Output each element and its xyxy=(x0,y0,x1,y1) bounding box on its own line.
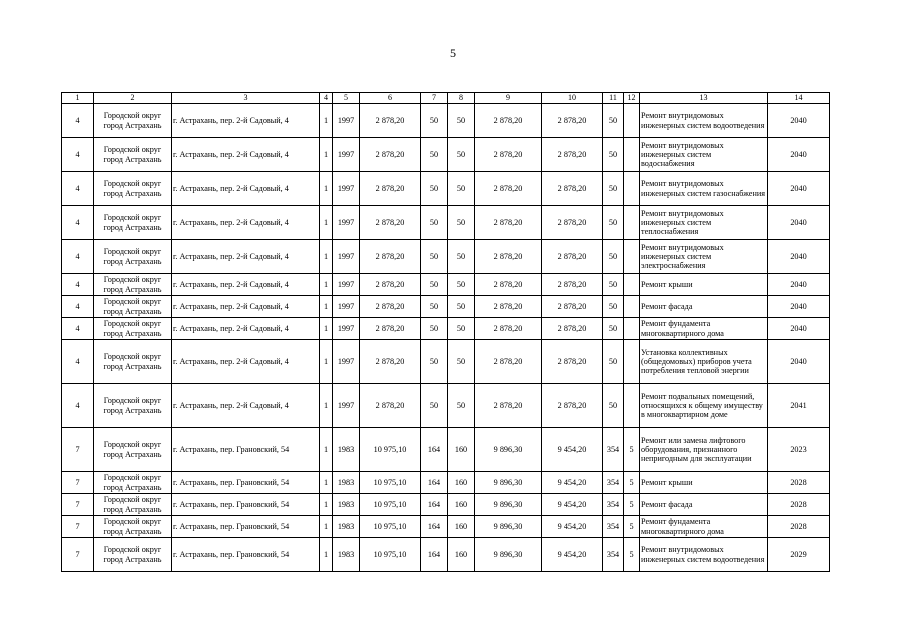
cell-planned-year: 2028 xyxy=(768,494,830,516)
cell-seq-number: 7 xyxy=(62,472,94,494)
cell-municipality: Городской округ город Астрахань xyxy=(94,274,172,296)
cell-col-12: 5 xyxy=(624,538,640,572)
cell-planned-year: 2040 xyxy=(768,172,830,206)
cell-municipality: Городской округ город Астрахань xyxy=(94,494,172,516)
header-cell-10: 10 xyxy=(542,93,603,104)
table-body xyxy=(62,104,830,572)
cell-col-4: 1 xyxy=(320,206,333,240)
cell-col-4: 1 xyxy=(320,172,333,206)
cell-seq-number: 7 xyxy=(62,428,94,472)
cell-municipality: Городской округ город Астрахань xyxy=(94,516,172,538)
cell-planned-year: 2040 xyxy=(768,104,830,138)
cell-year: 1983 xyxy=(333,428,360,472)
header-row xyxy=(62,93,830,104)
cell-municipality: Городской округ город Астрахань xyxy=(94,538,172,572)
cell-col-10: 2 878,20 xyxy=(542,172,603,206)
cell-year: 1997 xyxy=(333,318,360,340)
cell-col-11: 354 xyxy=(603,516,624,538)
cell-work-type: Ремонт внутридомовых инженерных систем водоотведения xyxy=(640,538,768,572)
cell-year: 1997 xyxy=(333,274,360,296)
cell-col-12 xyxy=(624,104,640,138)
table-row xyxy=(62,138,830,172)
cell-planned-year: 2023 xyxy=(768,428,830,472)
cell-col-6: 2 878,20 xyxy=(360,296,421,318)
cell-col-8: 50 xyxy=(448,206,475,240)
cell-col-7: 50 xyxy=(421,384,448,428)
cell-col-6: 2 878,20 xyxy=(360,384,421,428)
cell-municipality: Городской округ город Астрахань xyxy=(94,428,172,472)
cell-planned-year: 2040 xyxy=(768,296,830,318)
cell-col-4: 1 xyxy=(320,318,333,340)
table-row xyxy=(62,206,830,240)
cell-col-12 xyxy=(624,240,640,274)
cell-col-12: 5 xyxy=(624,516,640,538)
cell-planned-year: 2040 xyxy=(768,138,830,172)
cell-planned-year: 2040 xyxy=(768,318,830,340)
cell-work-type: Ремонт подвальных помещений, относящихся к общему имуществу в многоквартирном доме xyxy=(640,384,768,428)
cell-col-8: 160 xyxy=(448,516,475,538)
cell-col-4: 1 xyxy=(320,384,333,428)
cell-col-12 xyxy=(624,296,640,318)
cell-col-10: 9 454,20 xyxy=(542,472,603,494)
cell-year: 1983 xyxy=(333,494,360,516)
cell-planned-year: 2040 xyxy=(768,340,830,384)
cell-address: г. Астрахань, пер. 2-й Садовый, 4 xyxy=(172,274,320,296)
cell-work-type: Ремонт крыши xyxy=(640,472,768,494)
table-row xyxy=(62,538,830,572)
cell-work-type: Ремонт фасада xyxy=(640,296,768,318)
cell-year: 1997 xyxy=(333,172,360,206)
table-row xyxy=(62,516,830,538)
cell-col-7: 164 xyxy=(421,428,448,472)
cell-col-11: 50 xyxy=(603,206,624,240)
cell-work-type: Ремонт фундамента многоквартирного дома xyxy=(640,318,768,340)
cell-planned-year: 2041 xyxy=(768,384,830,428)
cell-seq-number: 4 xyxy=(62,240,94,274)
table-row xyxy=(62,472,830,494)
cell-col-11: 354 xyxy=(603,472,624,494)
header-cell-14: 14 xyxy=(768,93,830,104)
cell-col-9: 2 878,20 xyxy=(475,296,542,318)
cell-address: г. Астрахань, пер. 2-й Садовый, 4 xyxy=(172,206,320,240)
cell-col-6: 2 878,20 xyxy=(360,138,421,172)
cell-col-10: 9 454,20 xyxy=(542,428,603,472)
cell-col-4: 1 xyxy=(320,538,333,572)
cell-work-type: Ремонт внутридомовых инженерных систем газоснабжения xyxy=(640,172,768,206)
page-number: 5 xyxy=(450,46,456,60)
header-cell-12: 12 xyxy=(624,93,640,104)
cell-municipality: Городской округ город Астрахань xyxy=(94,138,172,172)
cell-col-10: 2 878,20 xyxy=(542,206,603,240)
cell-municipality: Городской округ город Астрахань xyxy=(94,172,172,206)
cell-work-type: Установка коллективных (общедомовых) приборов учета потребления тепловой энергии xyxy=(640,340,768,384)
cell-col-10: 2 878,20 xyxy=(542,240,603,274)
cell-col-8: 50 xyxy=(448,172,475,206)
cell-col-9: 9 896,30 xyxy=(475,428,542,472)
header-cell-3: 3 xyxy=(172,93,320,104)
cell-seq-number: 7 xyxy=(62,516,94,538)
cell-col-7: 50 xyxy=(421,138,448,172)
cell-seq-number: 4 xyxy=(62,138,94,172)
cell-col-12 xyxy=(624,138,640,172)
cell-col-10: 2 878,20 xyxy=(542,104,603,138)
cell-planned-year: 2028 xyxy=(768,516,830,538)
cell-address: г. Астрахань, пер. 2-й Садовый, 4 xyxy=(172,138,320,172)
cell-col-7: 50 xyxy=(421,172,448,206)
cell-col-9: 2 878,20 xyxy=(475,138,542,172)
cell-work-type: Ремонт фасада xyxy=(640,494,768,516)
cell-col-8: 160 xyxy=(448,472,475,494)
cell-work-type: Ремонт внутридомовых инженерных систем электроснабжения xyxy=(640,240,768,274)
header-cell-9: 9 xyxy=(475,93,542,104)
cell-col-8: 50 xyxy=(448,318,475,340)
cell-col-6: 2 878,20 xyxy=(360,340,421,384)
cell-col-9: 2 878,20 xyxy=(475,384,542,428)
cell-col-8: 160 xyxy=(448,428,475,472)
cell-municipality: Городской округ город Астрахань xyxy=(94,472,172,494)
header-cell-8: 8 xyxy=(448,93,475,104)
cell-address: г. Астрахань, пер. Грановский, 54 xyxy=(172,494,320,516)
cell-municipality: Городской округ город Астрахань xyxy=(94,318,172,340)
header-cell-4: 4 xyxy=(320,93,333,104)
cell-col-4: 1 xyxy=(320,274,333,296)
cell-address: г. Астрахань, пер. 2-й Садовый, 4 xyxy=(172,340,320,384)
cell-col-10: 2 878,20 xyxy=(542,340,603,384)
table-row xyxy=(62,296,830,318)
cell-col-4: 1 xyxy=(320,494,333,516)
cell-address: г. Астрахань, пер. Грановский, 54 xyxy=(172,428,320,472)
cell-seq-number: 4 xyxy=(62,206,94,240)
cell-col-11: 354 xyxy=(603,428,624,472)
cell-year: 1997 xyxy=(333,206,360,240)
cell-col-11: 50 xyxy=(603,172,624,206)
cell-col-4: 1 xyxy=(320,104,333,138)
cell-col-10: 2 878,20 xyxy=(542,384,603,428)
cell-col-11: 50 xyxy=(603,138,624,172)
cell-col-9: 2 878,20 xyxy=(475,240,542,274)
cell-seq-number: 4 xyxy=(62,318,94,340)
cell-col-4: 1 xyxy=(320,296,333,318)
header-cell-7: 7 xyxy=(421,93,448,104)
cell-year: 1983 xyxy=(333,516,360,538)
cell-address: г. Астрахань, пер. 2-й Садовый, 4 xyxy=(172,104,320,138)
cell-planned-year: 2040 xyxy=(768,274,830,296)
cell-col-7: 50 xyxy=(421,240,448,274)
cell-work-type: Ремонт крыши xyxy=(640,274,768,296)
cell-col-8: 160 xyxy=(448,494,475,516)
cell-col-9: 2 878,20 xyxy=(475,340,542,384)
table-row xyxy=(62,494,830,516)
cell-address: г. Астрахань, пер. 2-й Садовый, 4 xyxy=(172,296,320,318)
cell-work-type: Ремонт или замена лифтового оборудования, признанного непригодным для эксплуатации xyxy=(640,428,768,472)
cell-seq-number: 4 xyxy=(62,296,94,318)
cell-work-type: Ремонт внутридомовых инженерных систем водоотведения xyxy=(640,104,768,138)
cell-col-9: 2 878,20 xyxy=(475,104,542,138)
table-row xyxy=(62,104,830,138)
cell-address: г. Астрахань, пер. Грановский, 54 xyxy=(172,516,320,538)
cell-col-8: 50 xyxy=(448,240,475,274)
cell-col-7: 164 xyxy=(421,538,448,572)
cell-col-11: 50 xyxy=(603,240,624,274)
cell-col-7: 50 xyxy=(421,206,448,240)
cell-col-12 xyxy=(624,384,640,428)
cell-planned-year: 2028 xyxy=(768,472,830,494)
repair-schedule-table xyxy=(61,92,830,572)
cell-work-type: Ремонт фундамента многоквартирного дома xyxy=(640,516,768,538)
cell-col-9: 2 878,20 xyxy=(475,172,542,206)
cell-col-8: 50 xyxy=(448,340,475,384)
cell-col-6: 10 975,10 xyxy=(360,538,421,572)
table-header xyxy=(62,93,830,104)
cell-col-9: 2 878,20 xyxy=(475,318,542,340)
cell-col-11: 50 xyxy=(603,384,624,428)
cell-municipality: Городской округ город Астрахань xyxy=(94,240,172,274)
cell-municipality: Городской округ город Астрахань xyxy=(94,104,172,138)
cell-col-4: 1 xyxy=(320,516,333,538)
cell-col-12 xyxy=(624,318,640,340)
cell-planned-year: 2040 xyxy=(768,206,830,240)
cell-col-4: 1 xyxy=(320,240,333,274)
table-row xyxy=(62,340,830,384)
cell-municipality: Городской округ город Астрахань xyxy=(94,340,172,384)
cell-col-8: 50 xyxy=(448,274,475,296)
cell-seq-number: 4 xyxy=(62,274,94,296)
cell-col-11: 50 xyxy=(603,274,624,296)
cell-col-10: 2 878,20 xyxy=(542,296,603,318)
table-row xyxy=(62,172,830,206)
cell-seq-number: 4 xyxy=(62,172,94,206)
table-row xyxy=(62,240,830,274)
cell-year: 1997 xyxy=(333,138,360,172)
cell-col-12: 5 xyxy=(624,472,640,494)
cell-col-9: 9 896,30 xyxy=(475,538,542,572)
cell-col-7: 50 xyxy=(421,274,448,296)
header-cell-6: 6 xyxy=(360,93,421,104)
cell-col-4: 1 xyxy=(320,428,333,472)
cell-address: г. Астрахань, пер. Грановский, 54 xyxy=(172,472,320,494)
cell-year: 1997 xyxy=(333,104,360,138)
cell-col-6: 2 878,20 xyxy=(360,274,421,296)
cell-year: 1997 xyxy=(333,240,360,274)
cell-col-4: 1 xyxy=(320,138,333,172)
cell-address: г. Астрахань, пер. Грановский, 54 xyxy=(172,538,320,572)
cell-col-6: 2 878,20 xyxy=(360,172,421,206)
cell-col-7: 164 xyxy=(421,516,448,538)
cell-year: 1997 xyxy=(333,384,360,428)
cell-col-8: 160 xyxy=(448,538,475,572)
cell-col-7: 50 xyxy=(421,340,448,384)
cell-year: 1997 xyxy=(333,296,360,318)
cell-col-7: 50 xyxy=(421,104,448,138)
cell-planned-year: 2040 xyxy=(768,240,830,274)
cell-col-8: 50 xyxy=(448,384,475,428)
header-cell-2: 2 xyxy=(94,93,172,104)
cell-col-9: 2 878,20 xyxy=(475,274,542,296)
cell-col-12 xyxy=(624,172,640,206)
cell-col-11: 50 xyxy=(603,340,624,384)
cell-col-6: 2 878,20 xyxy=(360,206,421,240)
cell-year: 1983 xyxy=(333,538,360,572)
cell-col-12 xyxy=(624,274,640,296)
cell-col-10: 9 454,20 xyxy=(542,494,603,516)
table-row xyxy=(62,274,830,296)
cell-col-6: 2 878,20 xyxy=(360,104,421,138)
cell-address: г. Астрахань, пер. 2-й Садовый, 4 xyxy=(172,384,320,428)
cell-col-10: 2 878,20 xyxy=(542,274,603,296)
cell-col-10: 9 454,20 xyxy=(542,516,603,538)
cell-seq-number: 4 xyxy=(62,340,94,384)
cell-seq-number: 7 xyxy=(62,538,94,572)
cell-col-11: 50 xyxy=(603,104,624,138)
cell-col-12: 5 xyxy=(624,494,640,516)
cell-municipality: Городской округ город Астрахань xyxy=(94,206,172,240)
header-cell-11: 11 xyxy=(603,93,624,104)
cell-col-6: 10 975,10 xyxy=(360,516,421,538)
cell-col-12 xyxy=(624,206,640,240)
cell-col-12 xyxy=(624,340,640,384)
cell-col-11: 354 xyxy=(603,494,624,516)
cell-col-6: 10 975,10 xyxy=(360,494,421,516)
table-row xyxy=(62,428,830,472)
cell-col-10: 9 454,20 xyxy=(542,538,603,572)
cell-seq-number: 4 xyxy=(62,104,94,138)
cell-col-6: 10 975,10 xyxy=(360,428,421,472)
cell-col-6: 2 878,20 xyxy=(360,318,421,340)
cell-col-6: 10 975,10 xyxy=(360,472,421,494)
table-row xyxy=(62,318,830,340)
cell-col-8: 50 xyxy=(448,138,475,172)
cell-col-12: 5 xyxy=(624,428,640,472)
cell-col-11: 50 xyxy=(603,296,624,318)
cell-address: г. Астрахань, пер. 2-й Садовый, 4 xyxy=(172,172,320,206)
cell-col-9: 2 878,20 xyxy=(475,206,542,240)
cell-address: г. Астрахань, пер. 2-й Садовый, 4 xyxy=(172,318,320,340)
cell-col-6: 2 878,20 xyxy=(360,240,421,274)
cell-col-8: 50 xyxy=(448,104,475,138)
header-cell-13: 13 xyxy=(640,93,768,104)
cell-col-8: 50 xyxy=(448,296,475,318)
cell-address: г. Астрахань, пер. 2-й Садовый, 4 xyxy=(172,240,320,274)
cell-col-4: 1 xyxy=(320,340,333,384)
cell-seq-number: 7 xyxy=(62,494,94,516)
cell-col-7: 50 xyxy=(421,318,448,340)
table-row xyxy=(62,384,830,428)
cell-planned-year: 2029 xyxy=(768,538,830,572)
cell-col-7: 164 xyxy=(421,472,448,494)
cell-municipality: Городской округ город Астрахань xyxy=(94,296,172,318)
cell-work-type: Ремонт внутридомовых инженерных систем теплоснабжения xyxy=(640,206,768,240)
cell-municipality: Городской округ город Астрахань xyxy=(94,384,172,428)
cell-col-11: 354 xyxy=(603,538,624,572)
cell-col-7: 164 xyxy=(421,494,448,516)
cell-year: 1997 xyxy=(333,340,360,384)
cell-seq-number: 4 xyxy=(62,384,94,428)
cell-col-9: 9 896,30 xyxy=(475,494,542,516)
cell-col-9: 9 896,30 xyxy=(475,472,542,494)
cell-col-9: 9 896,30 xyxy=(475,516,542,538)
header-cell-5: 5 xyxy=(333,93,360,104)
cell-col-10: 2 878,20 xyxy=(542,138,603,172)
cell-col-10: 2 878,20 xyxy=(542,318,603,340)
header-cell-1: 1 xyxy=(62,93,94,104)
cell-col-11: 50 xyxy=(603,318,624,340)
cell-col-7: 50 xyxy=(421,296,448,318)
cell-work-type: Ремонт внутридомовых инженерных систем водоснабжения xyxy=(640,138,768,172)
cell-year: 1983 xyxy=(333,472,360,494)
cell-col-4: 1 xyxy=(320,472,333,494)
